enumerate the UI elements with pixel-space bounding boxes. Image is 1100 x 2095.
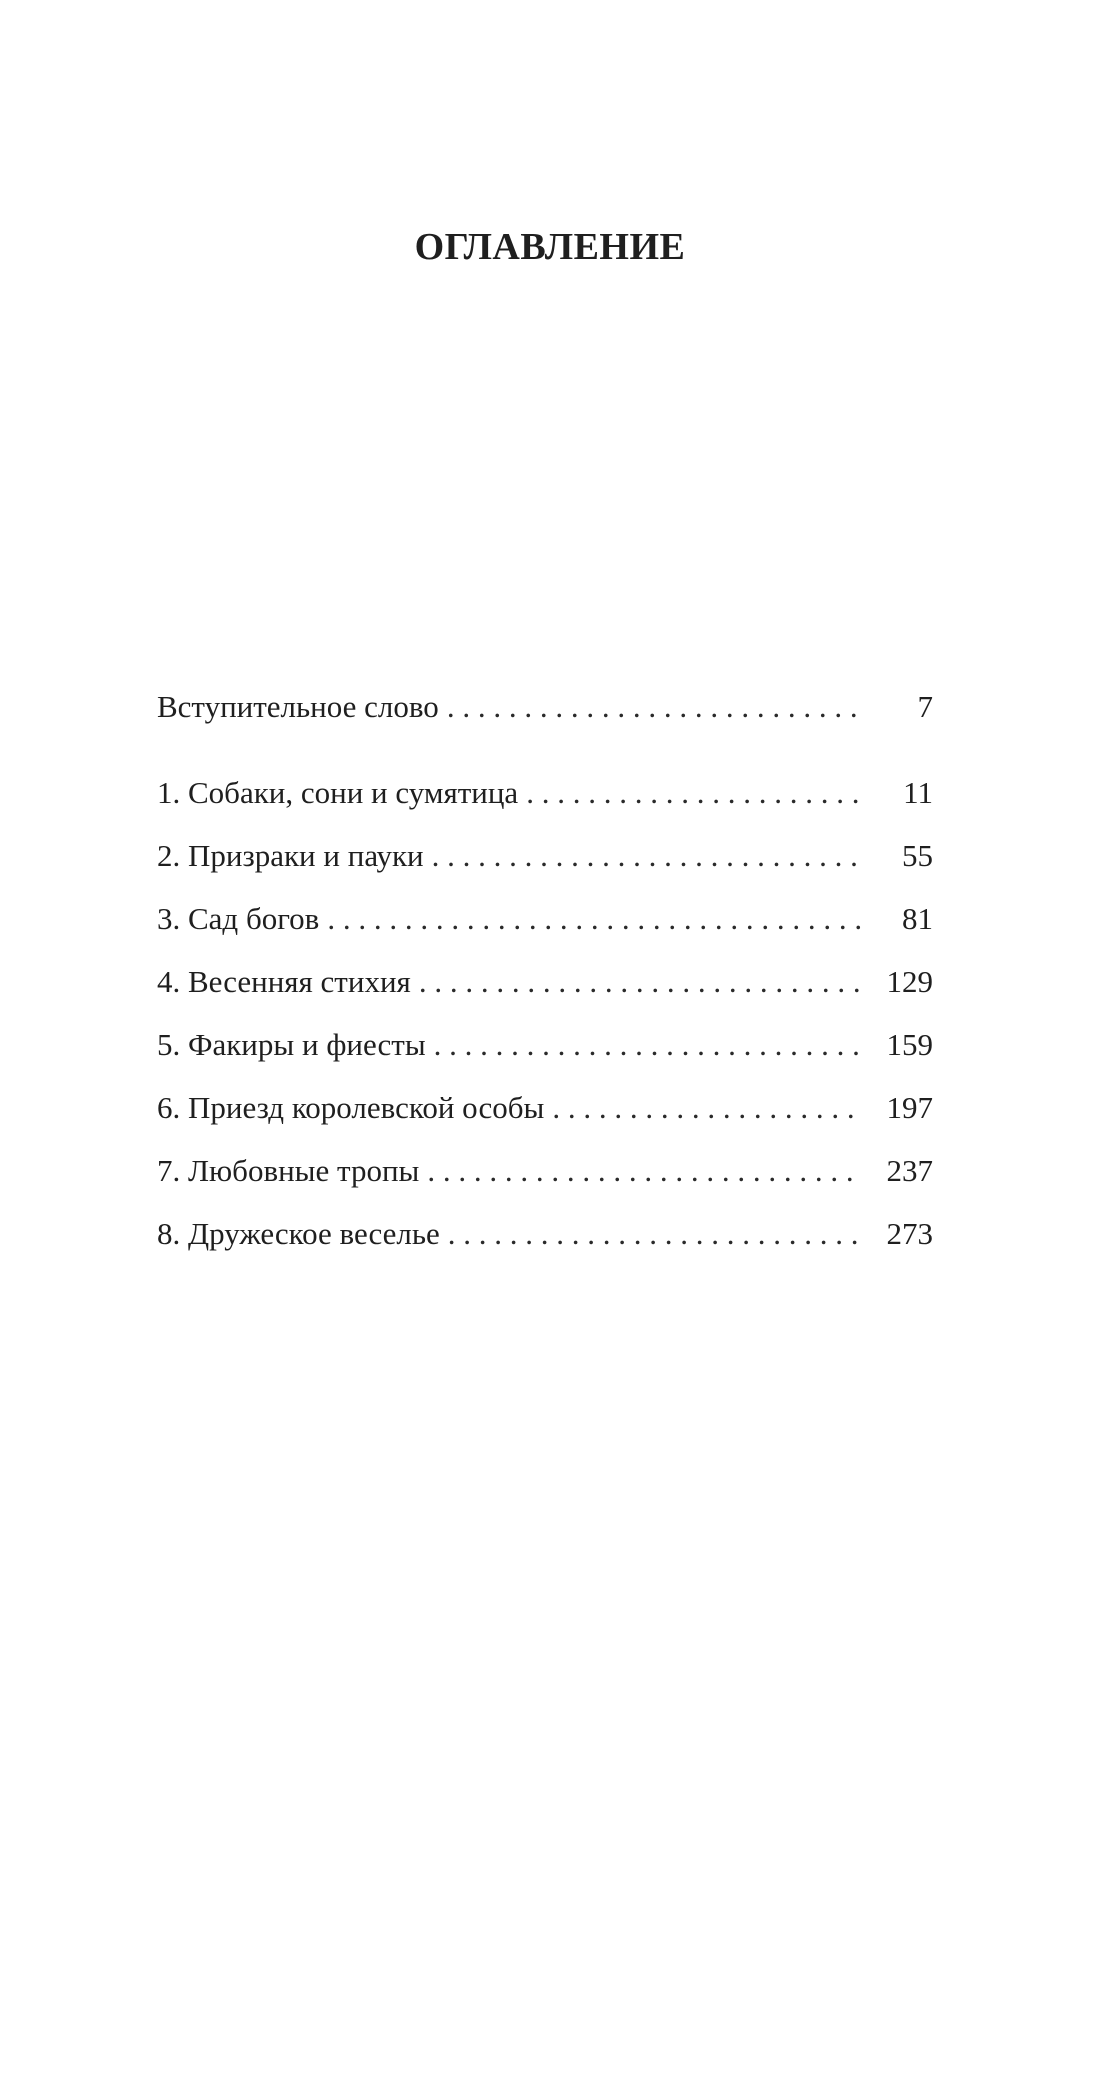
- toc-entry-chapter-3: [157, 897, 933, 941]
- dot-leader: [419, 960, 863, 1004]
- toc-entry-page: 11: [903, 775, 933, 810]
- dot-leader: [432, 834, 863, 878]
- toc-entry-label: 7. Любовные тропы: [157, 1153, 420, 1188]
- toc-entry-label: 4. Весенняя стихия: [157, 964, 411, 999]
- toc-entry-label: 5. Факиры и фиесты: [157, 1027, 426, 1062]
- toc-entry-page: 55: [902, 838, 933, 873]
- dot-leader: [447, 685, 863, 729]
- toc-entry-page: 81: [902, 901, 933, 936]
- toc-entry-label: 6. Приезд королевской особы: [157, 1090, 545, 1125]
- page-title: ОГЛАВЛЕНИЕ: [414, 226, 686, 268]
- toc-entry-page: 159: [886, 1027, 933, 1062]
- dot-leader: [427, 1149, 863, 1193]
- dot-leader: [448, 1212, 863, 1256]
- toc-entry-page: 237: [886, 1153, 933, 1188]
- dot-leader: [552, 1086, 863, 1130]
- toc-entry-label: 8. Дружеское веселье: [157, 1216, 440, 1251]
- toc-entry-page: 129: [886, 964, 933, 999]
- toc-entry-label: 3. Сад богов: [157, 901, 320, 936]
- toc-entry-chapter-5: [157, 1023, 933, 1067]
- toc-entry-intro: [157, 685, 933, 729]
- toc-entry-label: Вступительное слово: [157, 689, 439, 724]
- toc-entry-page: 273: [886, 1216, 933, 1251]
- toc-entry-chapter-6: [157, 1086, 933, 1130]
- toc-entry-chapter-4: [157, 960, 933, 1004]
- toc-entry-page: 197: [886, 1090, 933, 1125]
- toc-entry-label: 1. Собаки, сони и сумятица: [157, 775, 519, 810]
- toc-entry-chapter-2: [157, 834, 933, 878]
- toc-entry-chapter-7: [157, 1149, 933, 1193]
- dot-leader: [327, 897, 863, 941]
- dot-leader: [526, 771, 863, 815]
- toc-entry-label: 2. Призраки и пауки: [157, 838, 424, 873]
- dot-leader: [434, 1023, 863, 1067]
- toc-entry-chapter-8: [157, 1212, 933, 1256]
- toc-entry-page: 7: [917, 689, 933, 724]
- toc-entry-chapter-1: [157, 771, 933, 815]
